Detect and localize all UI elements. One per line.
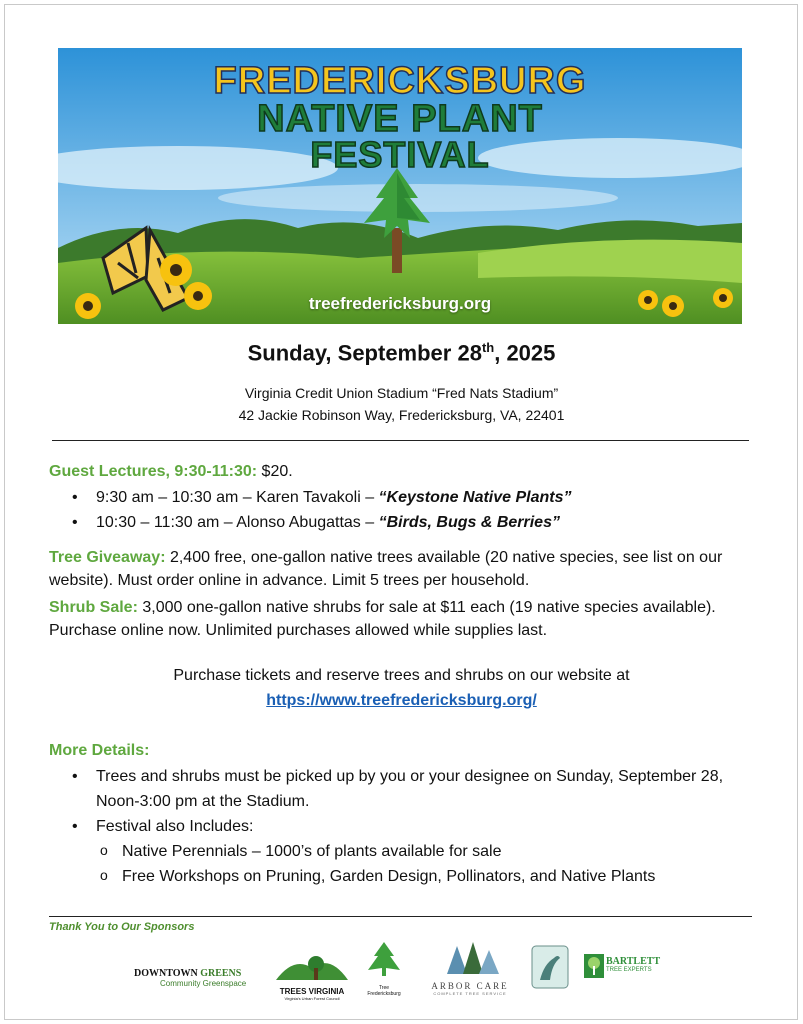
banner-url: treefredericksburg.org [308,294,492,313]
tree-fredericksburg-logo: Tree Fredericksburg [360,940,408,997]
pine-trees-icon [435,940,505,976]
event-date: Sunday, September 28th, 2025 [247,340,556,366]
trees-virginia-emblem [274,950,350,982]
purchase-info: Purchase tickets and reserve trees and shrubs on our website at [173,667,630,684]
bartlett-tree-icon [584,954,604,978]
venue-name: Virginia Credit Union Stadium “Fred Nats Stadium” [244,385,559,401]
festival-include-item: o Native Perennials – 1000’s of plants available for sale [100,839,732,864]
trees-virginia-logo: TREES VIRGINIA Virginia's Urban Forest Council [272,950,352,1001]
details-list [72,764,732,889]
event-venue [0,382,803,426]
festival-banner [58,48,742,324]
shrub-sale-paragraph: Shrub Sale: 3,000 one-gallon native shrubs for sale at $11 each (19 native species available). Purchase online now. Unlimited purchases allowed while supplies last. [49,599,716,639]
website-link-row [0,689,803,713]
divider [52,440,749,441]
lecture-item: • 10:30 – 11:30 am – Alonso Abugattas – “Birds, Bugs & Berries” [72,510,572,535]
details-item: • Festival also Includes: o Native Perennials – 1000’s of plants available for sale o Free Workshops on Pruning, Garden Design, Pollinators, and Native Plants [72,814,732,889]
website-link[interactable]: https://www.treefredericksburg.org/ [266,692,537,709]
details-item: • Trees and shrubs must be picked up by you or your designee on Sunday, September 28, Noon-3:00 pm at the Stadium. [72,764,732,814]
guest-lectures-heading: Guest Lectures, 9:30-11:30: $20. [49,463,293,480]
festival-include-item: o Free Workshops on Pruning, Garden Design, Pollinators, and Native Plants [100,864,732,889]
banner-title-line3: FESTIVAL [310,134,490,175]
lecture-item: • 9:30 am – 10:30 am – Karen Tavakoli – “Keystone Native Plants” [72,485,572,510]
divider [49,916,752,917]
venue-address: 42 Jackie Robinson Way, Fredericksburg, VA, 22401 [238,407,565,423]
banner-title-line1: FREDERICKSBURG [213,60,587,102]
more-details-heading: More Details: [49,742,150,759]
downtown-greens-logo: DOWNTOWN GREENS Community Greenspace [134,968,247,988]
lecture-list [72,485,572,535]
arbor-care-logo: ARBOR CARE COMPLETE TREE SERVICE [424,940,516,996]
festival-includes-list [96,839,732,889]
sponsors-title: Thank You to Our Sponsors [49,921,195,933]
sponsor-emblem-logo [530,944,574,995]
tree-giveaway-paragraph: Tree Giveaway: 2,400 free, one-gallon native trees available (20 native species, see list on our website). Must order online in advance. Limit 5 trees per household. [49,549,723,589]
banner-title-line2: NATIVE PLANT [257,98,543,140]
maple-tree-icon [364,940,404,980]
heron-emblem-icon [530,944,570,990]
